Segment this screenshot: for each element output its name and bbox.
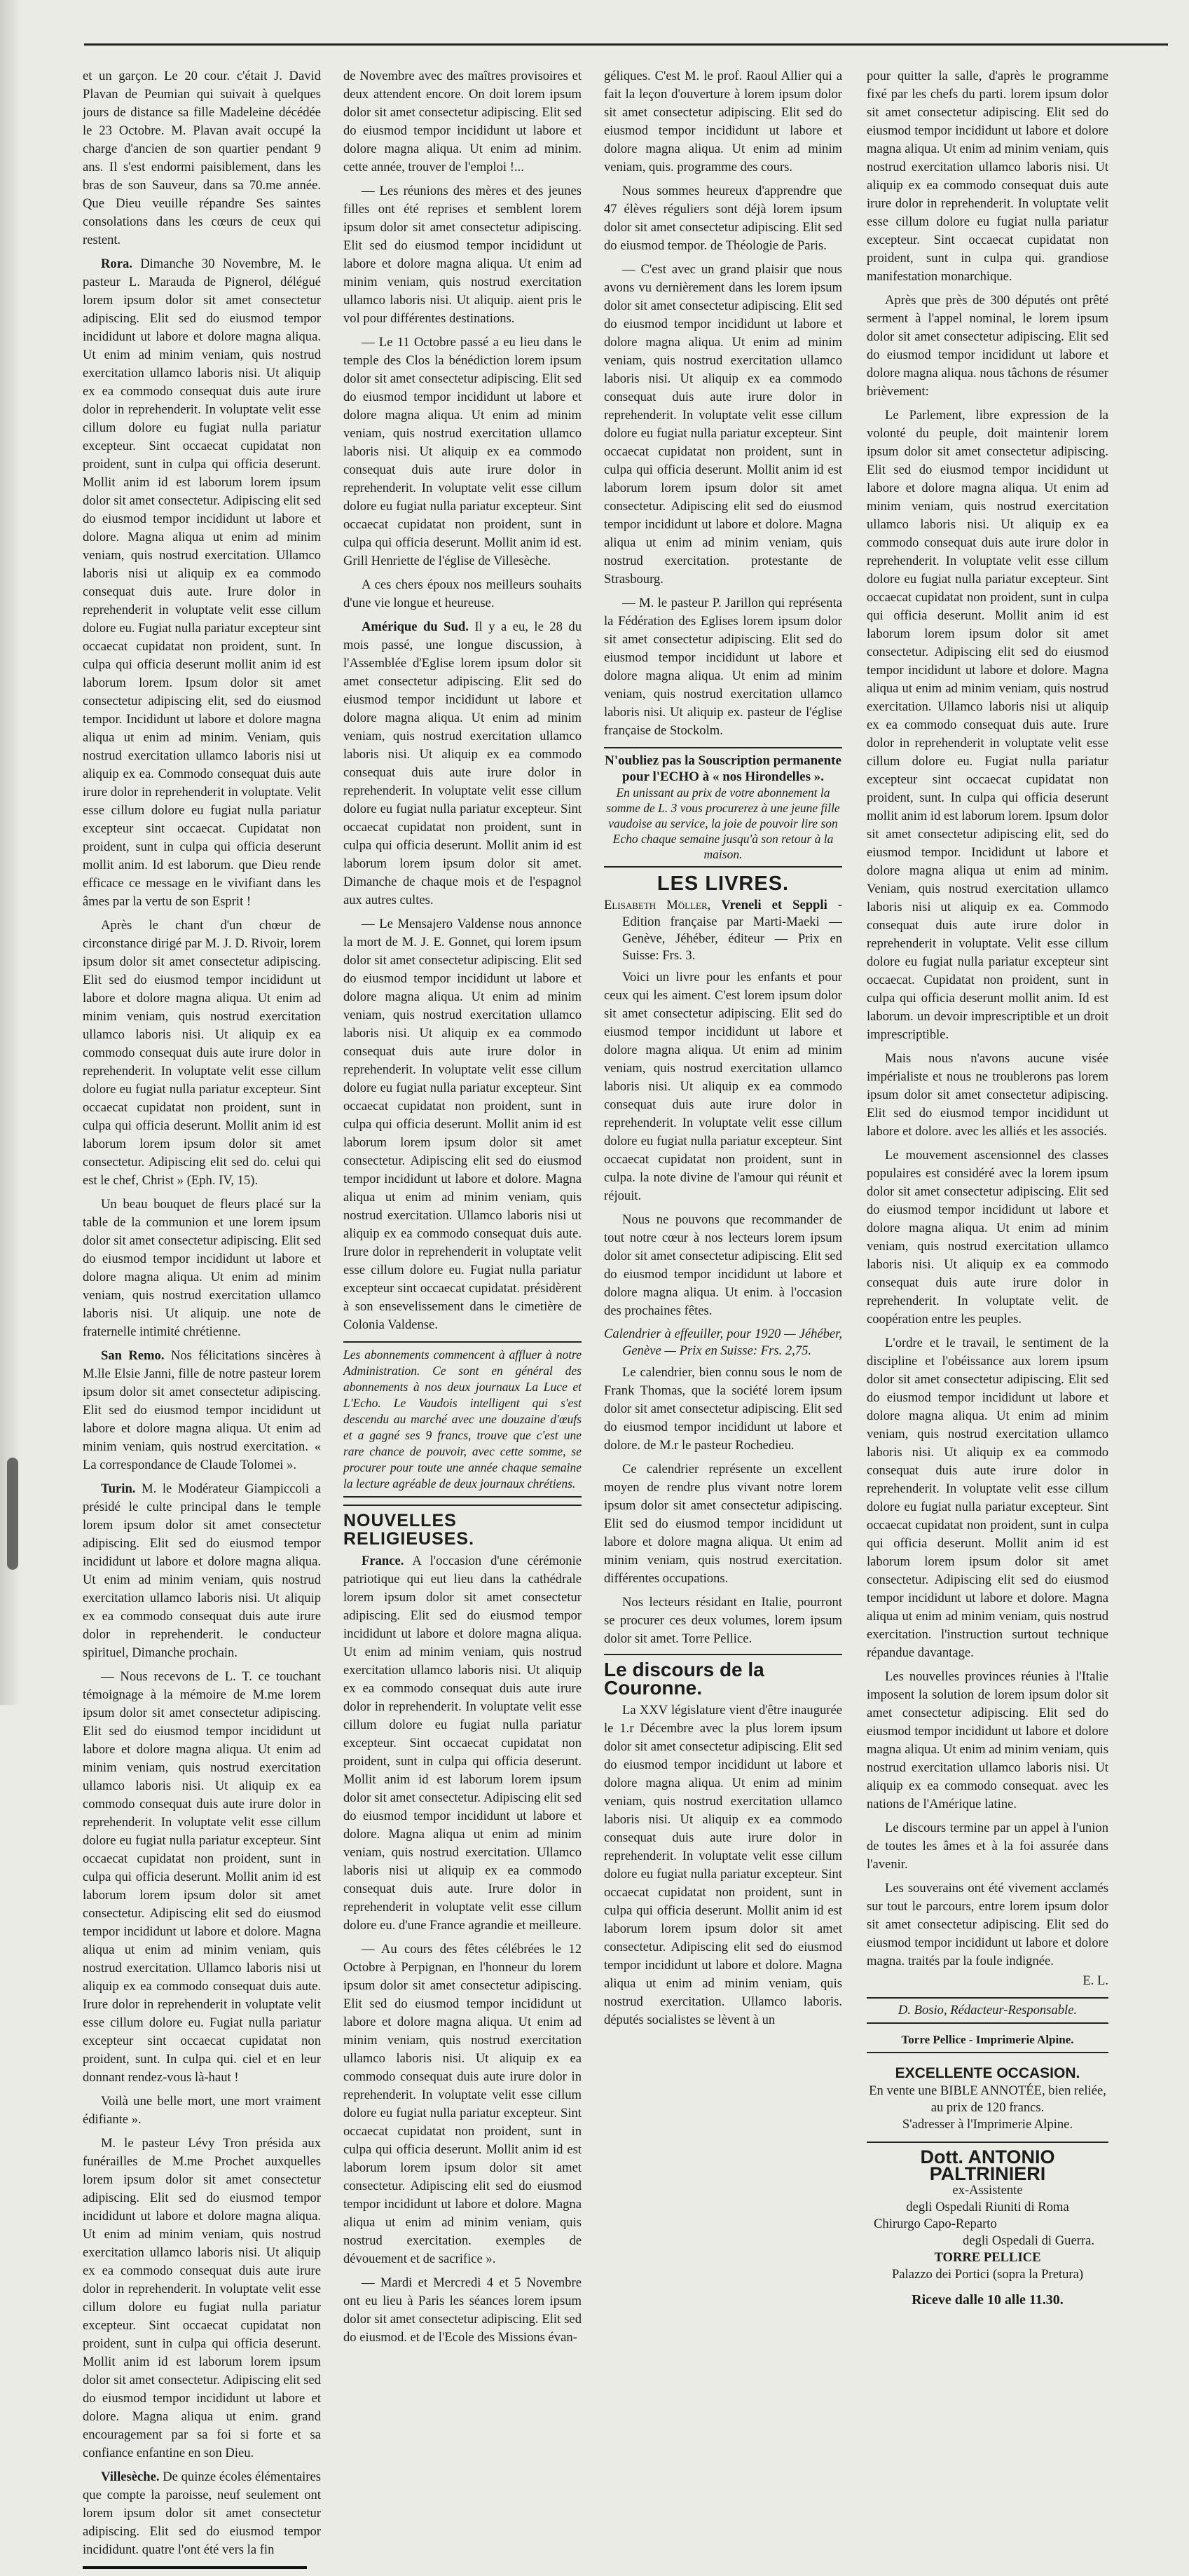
religious-news-paragraphs	[343, 1552, 582, 2347]
paragraph-text: Le mouvement ascensionnel des classes populaires est considéré avec la lorem ipsum dolor sit amet consectetur adipiscing. Elit sed do eiusmod tempor incididunt ut labore et dolore magna aliqua. Ut enim ad minim veniam, quis nostrud exercitation ullamco laboris nisi. Ut aliquip ex ea commodo consequat duis aute irure dolor in reprehenderit. In voluptate velit. de coopération entre les peuples.	[867, 1148, 1108, 1327]
paragraph-text: Le discours termine par un appel à l'union de toutes les âmes et à la foi assurée dans l'avenir.	[867, 1821, 1108, 1872]
crown-speech-title: Le discours de la Couronne.	[604, 1659, 764, 1699]
paragraph-text: Dimanche 30 Novembre, M. le pasteur L. Marauda de Pignerol, délégué lorem ipsum dolor sit amet consectetur adipiscing. Elit sed do eiusmod tempor incididunt ut labore et dolore magna aliqua. Ut enim ad minim veniam, quis nostrud exercitation ullamco laboris nisi. Ut aliquip ex ea commodo consequat duis aute irure dolor in reprehenderit. In voluptate velit esse cillum dolore eu fugiat nulla pariatur excepteur. Sint occaecat cupidatat non proident, sunt in culpa qui officia deserunt. Mollit anim id est laborum lorem ipsum dolor sit amet consectetur. Adipiscing elit sed do eiusmod tempor incididunt ut labore et dolore. Magna aliqua ut enim ad minim veniam, quis nostrud exercitation. Ullamco laboris nisi ut aliquip ex ea commodo consequat duis aute. Irure dolor in reprehenderit in voluptate velit esse cillum dolore eu. Fugiat nulla pariatur excepteur sint occaecat cupidatat non proident, sunt. In culpa qui officia deserunt mollit anim id est laborum lorem. Ipsum dolor sit amet consectetur adipiscing elit, sed do eiusmod tempor. Incididunt ut labore et dolore magna aliqua ut enim ad minim. Veniam, quis nostrud exercitation ullamco laboris nisi ut aliquip ex ea. Commodo consequat duis aute irure dolor in reprehenderit in voluptate. Velit esse cillum dolore eu fugiat nulla pariatur excepteur sint occaecat. Cupidatat non proident, sunt in culpa qui officia deserunt mollit anim. Id est laborum. que Dieu rende efficace ce message en le vivifiant dans les âmes par la vertu de son Esprit !	[83, 256, 321, 909]
paragraph	[343, 915, 582, 1334]
paragraph	[867, 1334, 1108, 1662]
paragraph-text: — Le 11 Octobre passé a eu lieu dans le temple des Clos la bénédiction lorem ipsum dolor sit amet consectetur adipiscing. Elit sed do eiusmod tempor incididunt ut labore et dolore magna aliqua. Ut enim ad minim veniam, quis nostrud exercitation ullamco laboris nisi. Ut aliquip ex ea commodo consequat duis aute irure dolor in reprehenderit. In voluptate velit esse cillum dolore eu fugiat nulla pariatur excepteur. Sint occaecat cupidatat non proident, sunt in culpa qui officia deserunt. Mollit anim id est. Grill Henriette de l'église de Villesèche.	[343, 335, 582, 568]
paragraph	[343, 182, 582, 328]
paragraph	[343, 1940, 582, 2268]
paragraph	[343, 2274, 582, 2347]
doctor-address: Palazzo dei Portici (sopra la Pretura)	[891, 2267, 1084, 2282]
paragraph-text: — Au cours des fêtes célébrées le 12 Octobre à Perpignan, en l'honneur du lorem ipsum dolor sit amet consectetur adipiscing. Elit sed do eiusmod tempor incididunt ut labore et dolore magna aliqua. Ut enim ad minim veniam, quis nostrud exercitation ullamco laboris nisi. Ut aliquip ex ea commodo consequat duis aute irure dolor in reprehenderit. In voluptate velit esse cillum dolore eu fugiat nulla pariatur excepteur. Sint occaecat cupidatat non proident, sunt in culpa qui officia deserunt. Mollit anim id est laborum lorem ipsum dolor sit amet consectetur. Adipiscing elit sed do eiusmod tempor incididunt ut labore et dolore. Magna aliqua ut enim ad minim veniam, quis nostrud exercitation. exemples de dévouement et de sacrifice ».	[343, 1942, 582, 2266]
paragraph-lead: Villesèche.	[101, 2469, 160, 2484]
doctor-line-3: Chirurgo Capo-Reparto	[874, 2217, 997, 2231]
paragraph	[867, 1146, 1108, 1329]
paragraph	[83, 917, 321, 1190]
paragraph	[83, 1668, 321, 2087]
paragraph	[83, 1347, 321, 1474]
end-rule	[83, 2566, 307, 2569]
paragraph-text: et un garçon. Le 20 cour. c'était J. David Plavan de Peumian qui suivait à quelques jours de distance sa fille Madeleine décédée le 23 Octobre. M. Plavan avait occupé la charge d'ancien de son quartier pendant 9 ans. Il s'est endormi paisiblement, dans les bras de son Sauveur, dans sa 70.me année. Que Dieu veuille répandre Ses saintes consolations dans les cœurs de ceux qui restent.	[83, 69, 321, 247]
paragraph	[867, 406, 1108, 1044]
ink-blot	[7, 1458, 18, 1570]
paragraph-text: — Le Mensajero Valdense nous annonce la mort de M. J. E. Gonnet, qui lorem ipsum dolor sit amet consectetur adipiscing. Elit sed do eiusmod tempor incididunt ut labore et dolore magna aliqua. Ut enim ad minim veniam, quis nostrud exercitation ullamco laboris nisi. Ut aliquip ex ea commodo consequat duis aute irure dolor in reprehenderit. In voluptate velit esse cillum dolore eu fugiat nulla pariatur excepteur. Sint occaecat cupidatat non proident, sunt in culpa qui officia deserunt. Mollit anim id est laborum lorem ipsum dolor sit amet consectetur. Adipiscing elit sed do eiusmod tempor incididunt ut labore et dolore. Magna aliqua ut enim ad minim veniam, quis nostrud exercitation. Ullamco laboris nisi ut aliquip ex ea commodo consequat duis aute. Irure dolor in reprehenderit in voluptate velit esse cillum dolore eu. Fugiat nulla pariatur excepteur sint occaecat cupidatat. présidèrent à son ensevelissement dans le cimetière de Colonia Valdense.	[343, 917, 582, 1332]
doctor-line-1: ex-Assistente	[952, 2183, 1023, 2198]
editor-role: Rédacteur-Responsable.	[950, 2003, 1078, 2017]
paragraph-text: — C'est avec un grand plaisir que nous avons vu dernièrement dans les lorem ipsum dolor sit amet consectetur adipiscing. Elit sed do eiusmod tempor incididunt ut labore et dolore magna aliqua. Ut enim ad minim veniam, quis nostrud exercitation ullamco laboris nisi. Ut aliquip ex ea commodo consequat duis aute irure dolor in reprehenderit. In voluptate velit esse cillum dolore eu fugiat nulla pariatur excepteur. Sint occaecat cupidatat non proident, sunt in culpa qui officia deserunt. Mollit anim id est laborum lorem ipsum dolor sit amet consectetur. Adipiscing elit sed do eiusmod tempor incididunt ut labore et dolore. Magna aliqua ut enim ad minim veniam, quis nostrud exercitation. protestante de Strasbourg.	[604, 262, 842, 587]
column-3-paragraphs	[604, 67, 842, 740]
doctor-town: TORRE PELLICE	[934, 2250, 1041, 2265]
paragraph	[343, 618, 582, 910]
paragraph-text: Un beau bouquet de fleurs placé sur la table de la communion et une lorem ipsum dolor sit amet consectetur adipiscing. Elit sed do eiusmod tempor incididunt ut labore et dolore magna aliqua. Ut enim ad minim veniam, quis nostrud exercitation ullamco laboris nisi. Ut aliquip. une note de fraternelle intimité chrétienne.	[83, 1197, 321, 1339]
books-paragraph-1: Voici un livre pour les enfants et pour ceux qui les aiment. C'est lorem ipsum dolor sit amet consectetur adipiscing. Elit sed do eiusmod tempor incididunt ut labore et dolore magna aliqua. Ut enim ad minim veniam, quis nostrud exercitation ullamco laboris nisi. Ut aliquip ex ea commodo consequat duis aute irure dolor in reprehenderit. In voluptate velit esse cillum dolore eu fugiat nulla pariatur excepteur. Sint occaecat cupidatat non proident, sunt in culpa. la note divine de l'amour qui réunit et réjouit.	[604, 970, 842, 1203]
doctor-line-4: degli Ospedali di Guerra.	[963, 2233, 1094, 2248]
paragraph	[604, 182, 842, 255]
paragraph-text: pour quitter la salle, d'après le programme fixé par les chefs du parti. lorem ipsum dolor sit amet consectetur adipiscing. Elit sed do eiusmod tempor incididunt ut labore et dolore magna aliqua. Ut enim ad minim veniam, quis nostrud exercitation ullamco laboris nisi. Ut aliquip ex ea commodo consequat duis aute irure dolor in reprehenderit. In voluptate velit esse cillum dolore eu fugiat nulla pariatur excepteur. Sint occaecat cupidatat non proident, sunt in culpa qui. grandiose manifestation monarchique.	[867, 69, 1108, 284]
crown-speech-paragraph: La XXV législature vient d'être inaugurée le 1.r Décembre avec la plus lorem ipsum dolor sit amet consectetur adipiscing. Elit sed do eiusmod tempor incididunt ut labore et dolore magna aliqua. Ut enim ad minim veniam, quis nostrud exercitation ullamco laboris nisi. Ut aliquip ex ea commodo consequat duis aute irure dolor in reprehenderit. In voluptate velit esse cillum dolore eu fugiat nulla pariatur excepteur. Sint occaecat cupidatat non proident, sunt in culpa qui officia deserunt. Mollit anim id est laborum lorem ipsum dolor sit amet consectetur. Adipiscing elit sed do eiusmod tempor incididunt ut labore et dolore. Magna aliqua ut enim ad minim veniam, quis nostrud exercitation. Ullamco laboris. députés socialistes se lèvent à un	[604, 1703, 842, 2027]
book-details: - Edition française par Marti-Maeki — Genève, Jéhéber, éditeur — Prix en Suisse: Frs. 3.	[622, 898, 843, 963]
editor-line	[867, 1997, 1108, 2024]
paragraph	[867, 292, 1108, 401]
paragraph-text: A ces chers époux nos meilleurs souhaits d'une vie longue et heureuse.	[343, 577, 582, 610]
paragraph	[343, 576, 582, 612]
paragraph	[867, 1879, 1108, 1971]
page-edge-shadow	[0, 0, 21, 1705]
paragraph-text: Mais nous n'avons aucune visée impérialiste et nous ne troublerons pas lorem ipsum dolor sit amet consectetur adipiscing. Elit sed do eiusmod tempor incididunt ut labore et dolore. avec les alliés et les associés.	[867, 1051, 1108, 1139]
paragraph-text: — Mardi et Mercredi 4 et 5 Novembre ont eu lieu à Paris les séances lorem ipsum dolor sit amet consectetur adipiscing. Elit sed do eiusmod. et de l'Ecole des Missions évan-	[343, 2275, 582, 2345]
paragraph-text: de Novembre avec des maîtres provisoires et deux attendent encore. On doit lorem ipsum dolor sit amet consectetur adipiscing. Elit sed do eiusmod tempor incididunt ut labore et dolore magna aliqua. Ut enim ad minim. cette année, trouver de l'emploi !...	[343, 69, 582, 174]
paragraph-text: Après que près de 300 députés ont prêté serment à l'appel nominal, le lorem ipsum dolor sit amet consectetur adipiscing. Elit sed do eiusmod tempor incididunt ut labore et dolore magna aliqua. nous tâchons de résumer brièvement:	[867, 293, 1108, 399]
paragraph	[83, 67, 321, 249]
paragraph-text: L'ordre et le travail, le sentiment de la discipline et l'obéissance aux lorem ipsum dolor sit amet consectetur adipiscing. Elit sed do eiusmod tempor incididunt ut labore et dolore magna aliqua. Ut enim ad minim veniam, quis nostrud exercitation ullamco laboris nisi. Ut aliquip ex ea commodo consequat duis aute irure dolor in reprehenderit. In voluptate velit esse cillum dolore eu fugiat nulla pariatur excepteur. Sint occaecat cupidatat non proident, sunt in culpa qui officia deserunt. Mollit anim id est laborum lorem ipsum dolor sit amet consectetur. Adipiscing elit sed do eiusmod tempor incididunt ut labore et dolore. Magna aliqua ut enim ad minim veniam, quis nostrud exercitation. l'instruction surtout technique répandue davantage.	[867, 1336, 1108, 1660]
paragraph	[604, 594, 842, 740]
books-paragraph-3: Le calendrier, bien connu sous le nom de Frank Thomas, que la société lorem ipsum dolor sit amet consectetur adipiscing. Elit sed do eiusmod tempor incididunt ut labore et dolore. de M.r le pasteur Rochedieu.	[604, 1365, 842, 1453]
book-entry-2: Calendrier à effeuiller, pour 1920 — Jéhéber, Genève — Prix en Suisse: Frs. 2,75.	[604, 1327, 842, 1358]
doctor-hours: Riceve dalle 10 alle 11.30.	[912, 2292, 1064, 2308]
paragraph	[867, 67, 1108, 286]
books-paragraph-2: Nous ne pouvons que recommander de tout notre cœur à nos lecteurs lorem ipsum dolor sit amet consectetur adipiscing. Elit sed do eiusmod tempor incididunt ut labore et dolore magna aliqua. Ut enim. à l'occasion des prochaines fêtes.	[604, 1212, 842, 1318]
top-rule	[84, 43, 1168, 46]
paragraph-lead: Amérique du Sud.	[362, 619, 469, 634]
bible-advert-line-2: S'adresser à l'Imprimerie Alpine.	[902, 2117, 1073, 2132]
paragraph-text: M. le Modérateur Giampiccoli a présidé le culte principal dans le temple lorem ipsum dolor sit amet consectetur adipiscing. Elit sed do eiusmod tempor incididunt ut labore et dolore magna aliqua. Ut enim ad minim veniam, quis nostrud exercitation ullamco laboris nisi. Ut aliquip ex ea commodo consequat duis aute irure dolor in reprehenderit. le conducteur spirituel, Dimanche prochain.	[83, 1481, 321, 1660]
reminder-heading: N'oubliez pas la Souscription permanente pour l'ECHO à « nos Hirondelles ».	[605, 753, 841, 784]
paragraph	[343, 67, 582, 177]
paragraph	[867, 1819, 1108, 1874]
column-4	[867, 67, 1108, 2308]
paragraph	[83, 2468, 321, 2559]
paragraph-text: Voilà une belle mort, une mort vraiment édifiante ».	[83, 2094, 321, 2127]
column-3	[604, 67, 842, 2035]
column-4-paragraphs	[867, 67, 1108, 1971]
paragraph	[343, 1552, 582, 1935]
paragraph-text: Nous sommes heureux d'apprendre que 47 élèves réguliers sont déjà lorem ipsum dolor sit amet consectetur adipiscing. Elit sed do eiusmod tempor. de Théologie de Paris.	[604, 184, 842, 253]
paragraph-text: — Les réunions des mères et des jeunes filles ont été reprises et semblent lorem ipsum dolor sit amet consectetur adipiscing. Elit sed do eiusmod tempor incididunt ut labore et dolore magna aliqua. Ut enim ad minim veniam, quis nostrud exercitation ullamco laboris nisi. Ut aliquip. aient pris le vol pour différentes destinations.	[343, 184, 582, 326]
column-1	[83, 67, 321, 2576]
paragraph	[604, 261, 842, 589]
column-2	[343, 67, 582, 2352]
printer-line: Torre Pellice - Imprimerie Alpine.	[867, 2031, 1108, 2053]
paragraph-text: Nos félicitations sincères à M.lle Elsie Janni, fille de notre pasteur lorem ipsum dolor sit amet consectetur adipiscing. Elit sed do eiusmod tempor incididunt ut labore et dolore magna aliqua. Ut enim ad minim veniam, quis nostrud exercitation. « La correspondance de Claude Tolomei ».	[83, 1348, 321, 1472]
book-entry-1	[604, 897, 842, 964]
paragraph-text: Il y a eu, le 28 du mois passé, une longue discussion, à l'Assemblée d'Eglise lorem ipsum dolor sit amet consectetur adipiscing. Elit sed do eiusmod tempor incididunt ut labore et dolore magna aliqua. Ut enim ad minim veniam, quis nostrud exercitation ullamco laboris nisi. Ut aliquip ex ea commodo consequat duis aute irure dolor in reprehenderit. In voluptate velit esse cillum dolore eu fugiat nulla pariatur excepteur. Sint occaecat cupidatat non proident, sunt in culpa qui officia deserunt. Mollit anim id est laborum lorem ipsum dolor sit amet. Dimanche de chaque mois et de l'espagnol aux autres cultes.	[343, 619, 582, 907]
books-title: LES LIVRES.	[657, 872, 790, 895]
paragraph-text: Le Parlement, libre expression de la volonté du peuple, doit maintenir lorem ipsum dolor sit amet consectetur adipiscing. Elit sed do eiusmod tempor incididunt ut labore et dolore magna aliqua. Ut enim ad minim veniam, quis nostrud exercitation ullamco laboris nisi. Ut aliquip ex ea commodo consequat duis aute irure dolor in reprehenderit. In voluptate velit esse cillum dolore eu fugiat nulla pariatur excepteur. Sint occaecat cupidatat non proident, sunt in culpa qui officia deserunt. Mollit anim id est laborum lorem ipsum dolor sit amet consectetur. Adipiscing elit sed do eiusmod tempor incididunt ut labore et dolore. Magna aliqua ut enim ad minim veniam, quis nostrud exercitation. Ullamco laboris nisi ut aliquip ex ea commodo consequat duis aute. Irure dolor in reprehenderit in voluptate velit esse cillum dolore eu. Fugiat nulla pariatur excepteur sint occaecat cupidatat non proident, sunt. In culpa qui officia deserunt mollit anim id est laborum lorem. Ipsum dolor sit amet consectetur adipiscing elit, sed do eiusmod tempor. Incididunt ut labore et dolore magna aliqua ut enim ad minim. Veniam, quis nostrud exercitation ullamco laboris nisi ut aliquip ex ea. Commodo consequat duis aute irure dolor in reprehenderit in voluptate. Velit esse cillum dolore eu fugiat nulla pariatur excepteur sint occaecat. Cupidatat non proident, sunt in culpa qui officia deserunt mollit anim. Id est laborum. un devoir imprescriptible et un droit imprescriptible.	[867, 408, 1108, 1042]
books-paragraph-5: Nos lecteurs résidant en Italie, pourront se procurer ces deux volumes, lorem ipsum dolor sit amet. Torre Pellice.	[604, 1595, 842, 1646]
paragraph-text: M. le pasteur Lévy Tron présida aux funérailles de M.me Prochet auxquelles lorem ipsum dolor sit amet consectetur adipiscing. Elit sed do eiusmod tempor incididunt ut labore et dolore magna aliqua. Ut enim ad minim veniam, quis nostrud exercitation ullamco laboris nisi. Ut aliquip ex ea commodo consequat duis aute irure dolor in reprehenderit. In voluptate velit esse cillum dolore eu fugiat nulla pariatur excepteur. Sint occaecat cupidatat non proident, sunt in culpa qui officia deserunt. Mollit anim id est laborum lorem ipsum dolor sit amet consectetur. Adipiscing elit sed do eiusmod tempor incididunt ut labore et dolore. Magna aliqua ut enim. grand encouragement par sa foi si forte et sa confiance enfantine en son Dieu.	[83, 2136, 321, 2460]
column-1-paragraphs	[83, 67, 321, 2559]
section-rule	[604, 1654, 842, 1655]
paragraph-lead: Turin.	[101, 1481, 136, 1496]
paragraph	[83, 1480, 321, 1662]
paragraph-lead: France.	[362, 1554, 404, 1568]
article-signature: E. L.	[1083, 1973, 1108, 1988]
paragraph-text: De quinze écoles élémentaires que compte la paroisse, neuf seulement ont lorem ipsum dolor sit amet consectetur adipiscing. Elit sed do eiusmod tempor incididunt. quatre l'ont été vers la fin	[83, 2469, 321, 2557]
paragraph-text: géliques. C'est M. le prof. Raoul Allier qui a fait la leçon d'ouverture à lorem ipsum dolor sit amet consectetur adipiscing. Elit sed do eiusmod tempor incididunt ut labore et dolore magna aliqua. Ut enim ad minim veniam, quis. programme des cours.	[604, 69, 842, 174]
paragraph	[83, 255, 321, 911]
paragraph-lead: San Remo.	[101, 1348, 165, 1363]
paragraph	[83, 2135, 321, 2462]
paragraph	[867, 1050, 1108, 1141]
paragraph-text: — M. le pasteur P. Jarillon qui représenta la Fédération des Eglises lorem ipsum dolor sit amet consectetur adipiscing. Elit sed do eiusmod tempor incididunt ut labore et dolore magna aliqua. Ut enim ad minim veniam, quis nostrud exercitation ullamco laboris nisi. Ut aliquip ex. pasteur de l'église française de Stockolm.	[604, 596, 842, 738]
subscription-reminder	[604, 747, 842, 868]
bible-advert-line-1: En vente une BIBLE ANNOTÉE, bien reliée, au prix de 120 francs.	[869, 2083, 1106, 2115]
books-paragraph-4: Ce calendrier représente un excellent moyen de rendre plus vivant notre lorem ipsum dolor sit amet consectetur adipiscing. Elit sed do eiusmod tempor incididunt ut labore et dolore magna aliqua. Ut enim ad minim veniam, quis nostrud exercitation. différentes occupations.	[604, 1462, 842, 1586]
doctor-advert	[867, 2142, 1108, 2308]
bible-advert-heading: EXCELLENTE OCCASION.	[895, 2065, 1080, 2081]
paragraph-text: A l'occasion d'une cérémonie patriotique qui eut lieu dans la cathédrale lorem ipsum dolor sit amet consectetur adipiscing. Elit sed do eiusmod tempor incididunt ut labore et dolore magna aliqua. Ut enim ad minim veniam, quis nostrud exercitation ullamco laboris nisi. Ut aliquip ex ea commodo consequat duis aute irure dolor in reprehenderit. In voluptate velit esse cillum dolore eu fugiat nulla pariatur excepteur. Sint occaecat cupidatat non proident, sunt in culpa qui officia deserunt. Mollit anim id est laborum lorem ipsum dolor sit amet consectetur. Adipiscing elit sed do eiusmod tempor incididunt ut labore et dolore. Magna aliqua ut enim ad minim veniam, quis nostrud exercitation. Ullamco laboris nisi ut aliquip ex ea commodo consequat duis aute. Irure dolor in reprehenderit in voluptate velit esse cillum dolore eu. d'une France agrandie et meilleure.	[343, 1554, 582, 1933]
paragraph-lead: Rora.	[101, 256, 132, 271]
reminder-body: En unissant au prix de votre abonnement la somme de L. 3 vous procurerez à une jeune fille vaudoise au service, la joie de pouvoir lire son Echo chaque semaine jusqu'à son retour à la maison.	[606, 786, 840, 861]
subscription-notice: Les abonnements commencent à affluer à notre Administration. Ce sont en général des abonnements à nos deux journaux La Luce et L'Echo. Le Vaudois intelligent qui s'est descendu au marché avec une douzaine d'œufs et a gagné ses 9 francs, trouve que c'est une rare chance de pouvoir, avec cette somme, se procurer pour toute une année chaque semaine la lecture agréable de deux journaux chrétiens.	[343, 1341, 582, 1498]
book-author: Elisabeth Möller,	[604, 898, 711, 912]
section-rule	[343, 1505, 582, 1506]
column-2-paragraphs	[343, 67, 582, 1334]
bible-advert	[867, 2064, 1108, 2133]
paragraph-text: — Nous recevons de L. T. ce touchant témoignage à la mémoire de M.me lorem ipsum dolor sit amet consectetur adipiscing. Elit sed do eiusmod tempor incididunt ut labore et dolore magna aliqua. Ut enim ad minim veniam, quis nostrud exercitation ullamco laboris nisi. Ut aliquip ex ea commodo consequat duis aute irure dolor in reprehenderit. In voluptate velit esse cillum dolore eu fugiat nulla pariatur excepteur. Sint occaecat cupidatat non proident, sunt in culpa qui officia deserunt. Mollit anim id est laborum lorem ipsum dolor sit amet consectetur. Adipiscing elit sed do eiusmod tempor incididunt ut labore et dolore. Magna aliqua ut enim ad minim veniam, quis nostrud exercitation. Ullamco laboris nisi ut aliquip ex ea commodo consequat duis aute. Irure dolor in reprehenderit in voluptate velit esse cillum dolore eu. Fugiat nulla pariatur excepteur sint occaecat cupidatat non proident, sunt. In culpa qui. ciel et en leur donnant rendez-vous là-haut !	[83, 1669, 321, 2085]
paragraph	[604, 67, 842, 177]
paragraph	[867, 1668, 1108, 1814]
religious-news-title: NOUVELLES RELIGIEUSES.	[343, 1511, 475, 1549]
editor-name: D. Bosio,	[898, 2003, 947, 2017]
book-title: Vreneli et Seppli	[721, 898, 827, 912]
paragraph	[83, 2092, 321, 2129]
paragraph	[83, 1195, 321, 1341]
doctor-name: Dott. ANTONIO PALTRINIERI	[920, 2146, 1055, 2184]
paragraph-text: Après le chant d'un chœur de circonstance dirigé par M. J. D. Rivoir, lorem ipsum dolor sit amet consectetur adipiscing. Elit sed do eiusmod tempor incididunt ut labore et dolore magna aliqua. Ut enim ad minim veniam, quis nostrud exercitation ullamco laboris nisi. Ut aliquip ex ea commodo consequat duis aute irure dolor in reprehenderit. In voluptate velit esse cillum dolore eu fugiat nulla pariatur excepteur. Sint occaecat cupidatat non proident, sunt in culpa qui officia deserunt. Mollit anim id est laborum lorem ipsum dolor sit amet consectetur. Adipiscing elit sed do. celui qui est le chef, Christ » (Eph. IV, 15).	[83, 918, 321, 1188]
doctor-line-2: degli Ospedali Riuniti di Roma	[906, 2200, 1069, 2214]
paragraph-text: Les nouvelles provinces réunies à l'Italie imposent la solution de lorem ipsum dolor sit amet consectetur adipiscing. Elit sed do eiusmod tempor incididunt ut labore et dolore magna aliqua. Ut enim ad minim veniam, quis nostrud exercitation ullamco laboris nisi. Ut aliquip ex ea commodo consequat. avec les nations de l'Amérique latine.	[867, 1669, 1108, 1811]
paragraph	[343, 334, 582, 570]
paragraph-text: Les souverains ont été vivement acclamés sur tout le parcours, entre lorem ipsum dolor sit amet consectetur adipiscing. Elit sed do eiusmod tempor incididunt ut labore et dolore magna. traités par la foule indignée.	[867, 1881, 1108, 1968]
